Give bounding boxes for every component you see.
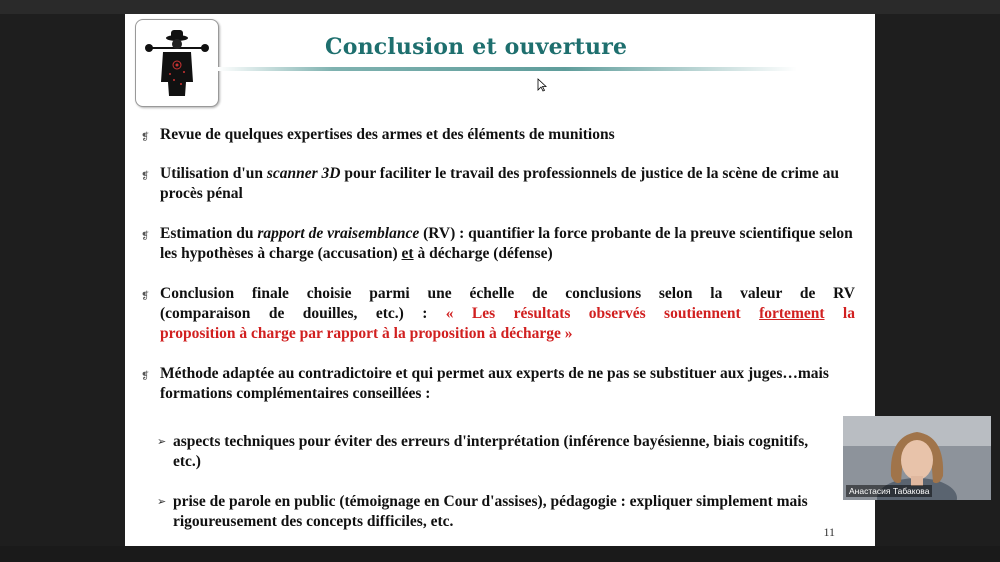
meeting-top-bar [0,0,1000,14]
bullet-icon: ❡ [141,371,150,382]
bullet-item: ❡ Estimation du rapport de vraisemblance (RV) : quantifier la force probante de la preuve scientifique selon les hypothèses à charge (accusation) et à décharge (défense) [141,225,853,262]
participant-name-label: Анастасия Табакова [846,485,932,497]
shooter-target-icon [136,20,218,106]
sub-bullet-item: ➢ aspects techniques pour éviter des erreurs d'interprétation (inférence bayésienne, biais cognitifs, etc.) [157,433,809,470]
bullet-icon: ❡ [141,171,150,182]
meeting-bottom-bar [0,546,1000,562]
bullet-item: ❡ Revue de quelques expertises des armes et des éléments de munitions [160,125,855,145]
slide-logo [135,19,219,107]
sub-bullet-item: ➢ prise de parole en public (témoignage en Cour d'assises), pédagogie : expliquer simplement mais rigoureusement des concepts difficiles, etc. [157,493,808,530]
mouse-cursor-icon [537,78,547,92]
arrow-bullet-icon: ➢ [157,436,167,448]
bullet-item: ❡ Conclusion finale choisie parmi une échelle de conclusions selon la valeur de RV (comparaison de douilles, etc.) : « Les résultats observés soutiennent fortement la proposition à charge par rapport à la proposition à décharge » [141,285,855,342]
shared-slide [125,14,875,546]
bullet-icon: ❡ [141,231,150,242]
title-underline [217,67,797,71]
participant-video-tile[interactable] [843,416,991,500]
bullet-item: ❡ Utilisation d'un scanner 3D pour faciliter le travail des professionnels de justice de la scène de crime au procès pénal [141,165,839,202]
slide-page-number: 11 [823,525,835,539]
bullet-icon: ❡ [141,132,150,143]
bullet-item: ❡ Méthode adaptée au contradictoire et qui permet aux experts de ne pas se substituer aux juges…mais formations complémentaires conseillées : [141,365,829,402]
arrow-bullet-icon: ➢ [157,496,167,508]
bullet-icon: ❡ [141,291,150,302]
slide-title: Conclusion et ouverture [325,34,628,60]
